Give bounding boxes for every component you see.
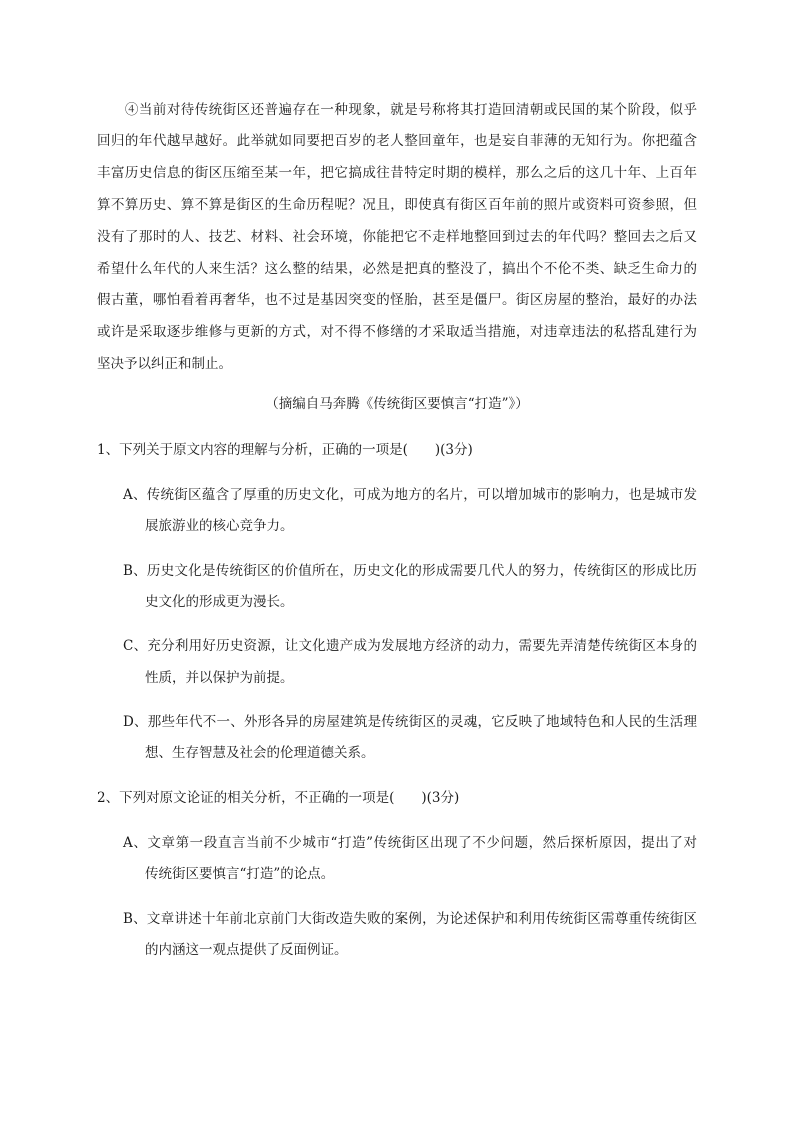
passage-line: 坚决予以纠正和制止。 xyxy=(97,356,232,372)
option-text: 史文化的形成更为漫长。 xyxy=(145,594,294,610)
option-text: C、充分利用好历史资源，让文化遗产成为发展地方经济的动力，需要先弄清楚传统街区本身的 xyxy=(123,638,697,654)
passage-line: 丰富历史信息的街区压缩至某一年，把它搞成往昔特定时期的模样，那么之后的这几十年、上百年 xyxy=(97,165,697,181)
passage-line: 回归的年代越早越好。此举就如同要把百岁的老人整回童年，也是妄自菲薄的无知行为。你把蕴含 xyxy=(97,133,697,149)
passage-line: 假古董，哪怕看着再奢华，也不过是基因突变的怪胎，甚至是僵尸。街区房屋的整治，最好的办法 xyxy=(97,292,697,308)
option-text: 传统街区要慎言“打造”的论点。 xyxy=(145,866,335,882)
option-text: B、文章讲述十年前北京前门大街改造失败的案例，为论述保护和利用传统街区需尊重传统街区 xyxy=(123,911,697,927)
option-text: D、那些年代不一、外形各异的房屋建筑是传统街区的灵魂，它反映了地域特色和人民的生活理 xyxy=(123,714,697,730)
passage-line: 希望什么年代的人来生活？这么整的结果，必然是把真的整没了，搞出个不伦不类、缺乏生命力的 xyxy=(97,261,697,277)
passage-line: 算不算历史、算不算是街区的生命历程呢？况且，即使真有街区百年前的照片或资料可资参照，但 xyxy=(97,197,697,213)
question-stem: 1、下列关于原文内容的理解与分析，正确的一项是( )(3分) xyxy=(97,442,473,458)
option-text: A、传统街区蕴含了厚重的历史文化，可成为地方的名片，可以增加城市的影响力，也是城市发 xyxy=(123,487,697,503)
option-text: 性质，并以保护为前提。 xyxy=(145,670,294,686)
passage-source: （摘编自马奔腾《传统街区要慎言“打造”》） xyxy=(265,396,529,412)
option-text: A、文章第一段直言当前不少城市“打造”传统街区出现了不少问题，然后探析原因，提出了对 xyxy=(123,835,697,851)
passage-line: 没有了那时的人、技艺、材料、社会环境，你能把它不走样地整回到过去的年代吗？整回去之后又 xyxy=(97,229,697,245)
passage-line: 或许是采取逐步维修与更新的方式，对不得不修缮的才采取适当措施，对违章违法的私搭乱建行为 xyxy=(97,324,697,340)
option-text: 的内涵这一观点提供了反面例证。 xyxy=(145,942,348,958)
option-text: 想、生存智慧及社会的伦理道德关系。 xyxy=(145,745,375,761)
option-text: 展旅游业的核心竞争力。 xyxy=(145,518,294,534)
option-text: B、历史文化是传统街区的价值所在，历史文化的形成需要几代人的努力，传统街区的形成比历 xyxy=(123,563,697,579)
question-stem: 2、下列对原文论证的相关分析，不正确的一项是( )(3分) xyxy=(97,790,460,806)
passage-line: ④当前对待传统街区还普遍存在一种现象，就是号称将其打造回清朝或民国的某个阶段，似乎 xyxy=(97,102,697,118)
